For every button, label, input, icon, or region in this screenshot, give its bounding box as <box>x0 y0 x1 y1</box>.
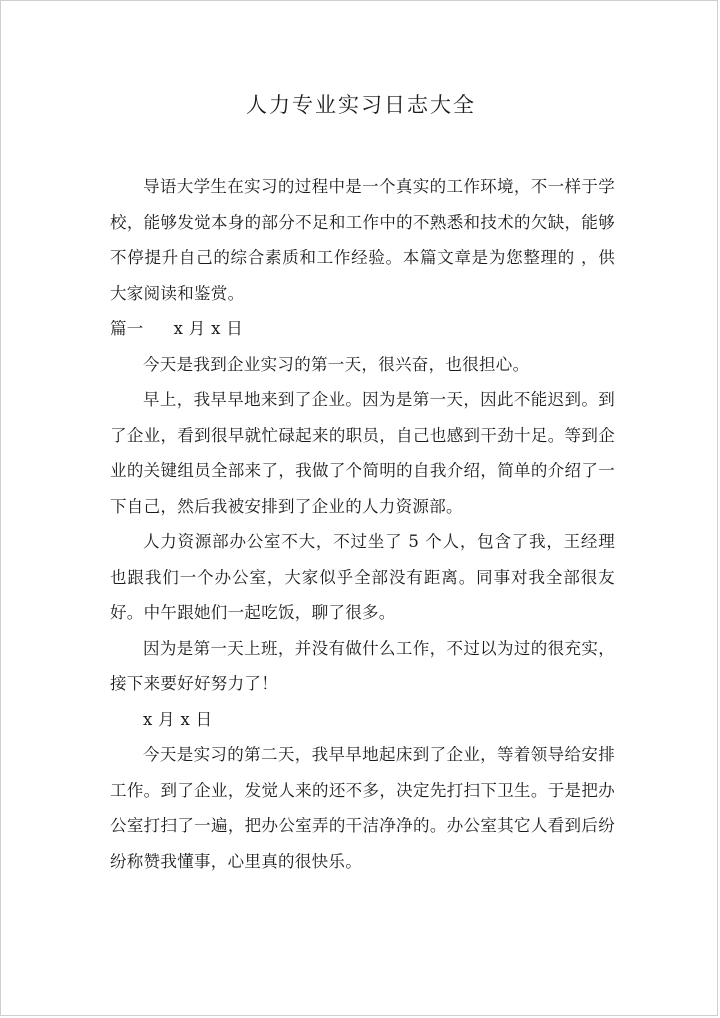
day2-date: x 月 x 日 <box>143 709 213 729</box>
intro-paragraph: 导语大学生在实习的过程中是一个真实的工作环境，不一样于学校，能够发觉本身的部分不足和工作中的不熟悉和技术的欠缺，能够不停提升自己的综合素质和工作经验。本篇文章是为您整理的 ，供大家阅读和鉴赏。 <box>110 177 615 303</box>
section-label: 篇一 <box>110 319 144 338</box>
paragraph: 今天是实习的第二天，我早早地起床到了企业，等着领导给安排工作。到了企业，发觉人来的还不多，决定先打扫下卫生。于是把办公室打扫了一遍，把办公室弄的干洁净净的。办公室其它人看到后纷纷称赞我懂事，心里真的很快乐。 <box>110 745 615 871</box>
paragraph: 因为是第一天上班，并没有做什么工作，不过以为过的很充实，接下来要好好努力了！ <box>110 638 615 693</box>
paragraph: 人力资源部办公室不大，不过坐了 5 个人，包含了我，王经理也跟我们一个办公室，大家似乎全部没有距离。同事对我全部很友好。中午跟她们一起吃饭，聊了很多。 <box>110 532 615 622</box>
section-heading <box>110 311 615 347</box>
document-body <box>110 169 615 879</box>
paragraph: 今天是我到企业实习的第一天，很兴奋，也很担心。 <box>143 354 530 374</box>
section-date: x 月 x 日 <box>173 319 244 338</box>
document-title: 人力专业实习日志大全 <box>246 93 476 117</box>
paragraph: 早上，我早早地来到了企业。因为是第一天，因此不能迟到。到了企业，看到很早就忙碌起来的职员，自己也感到干劲十足。等到企业的关键组员全部来了，我做了个简明的自我介绍，简单的介绍了一下自己，然后我被安排到了企业的人力资源部。 <box>110 390 615 516</box>
